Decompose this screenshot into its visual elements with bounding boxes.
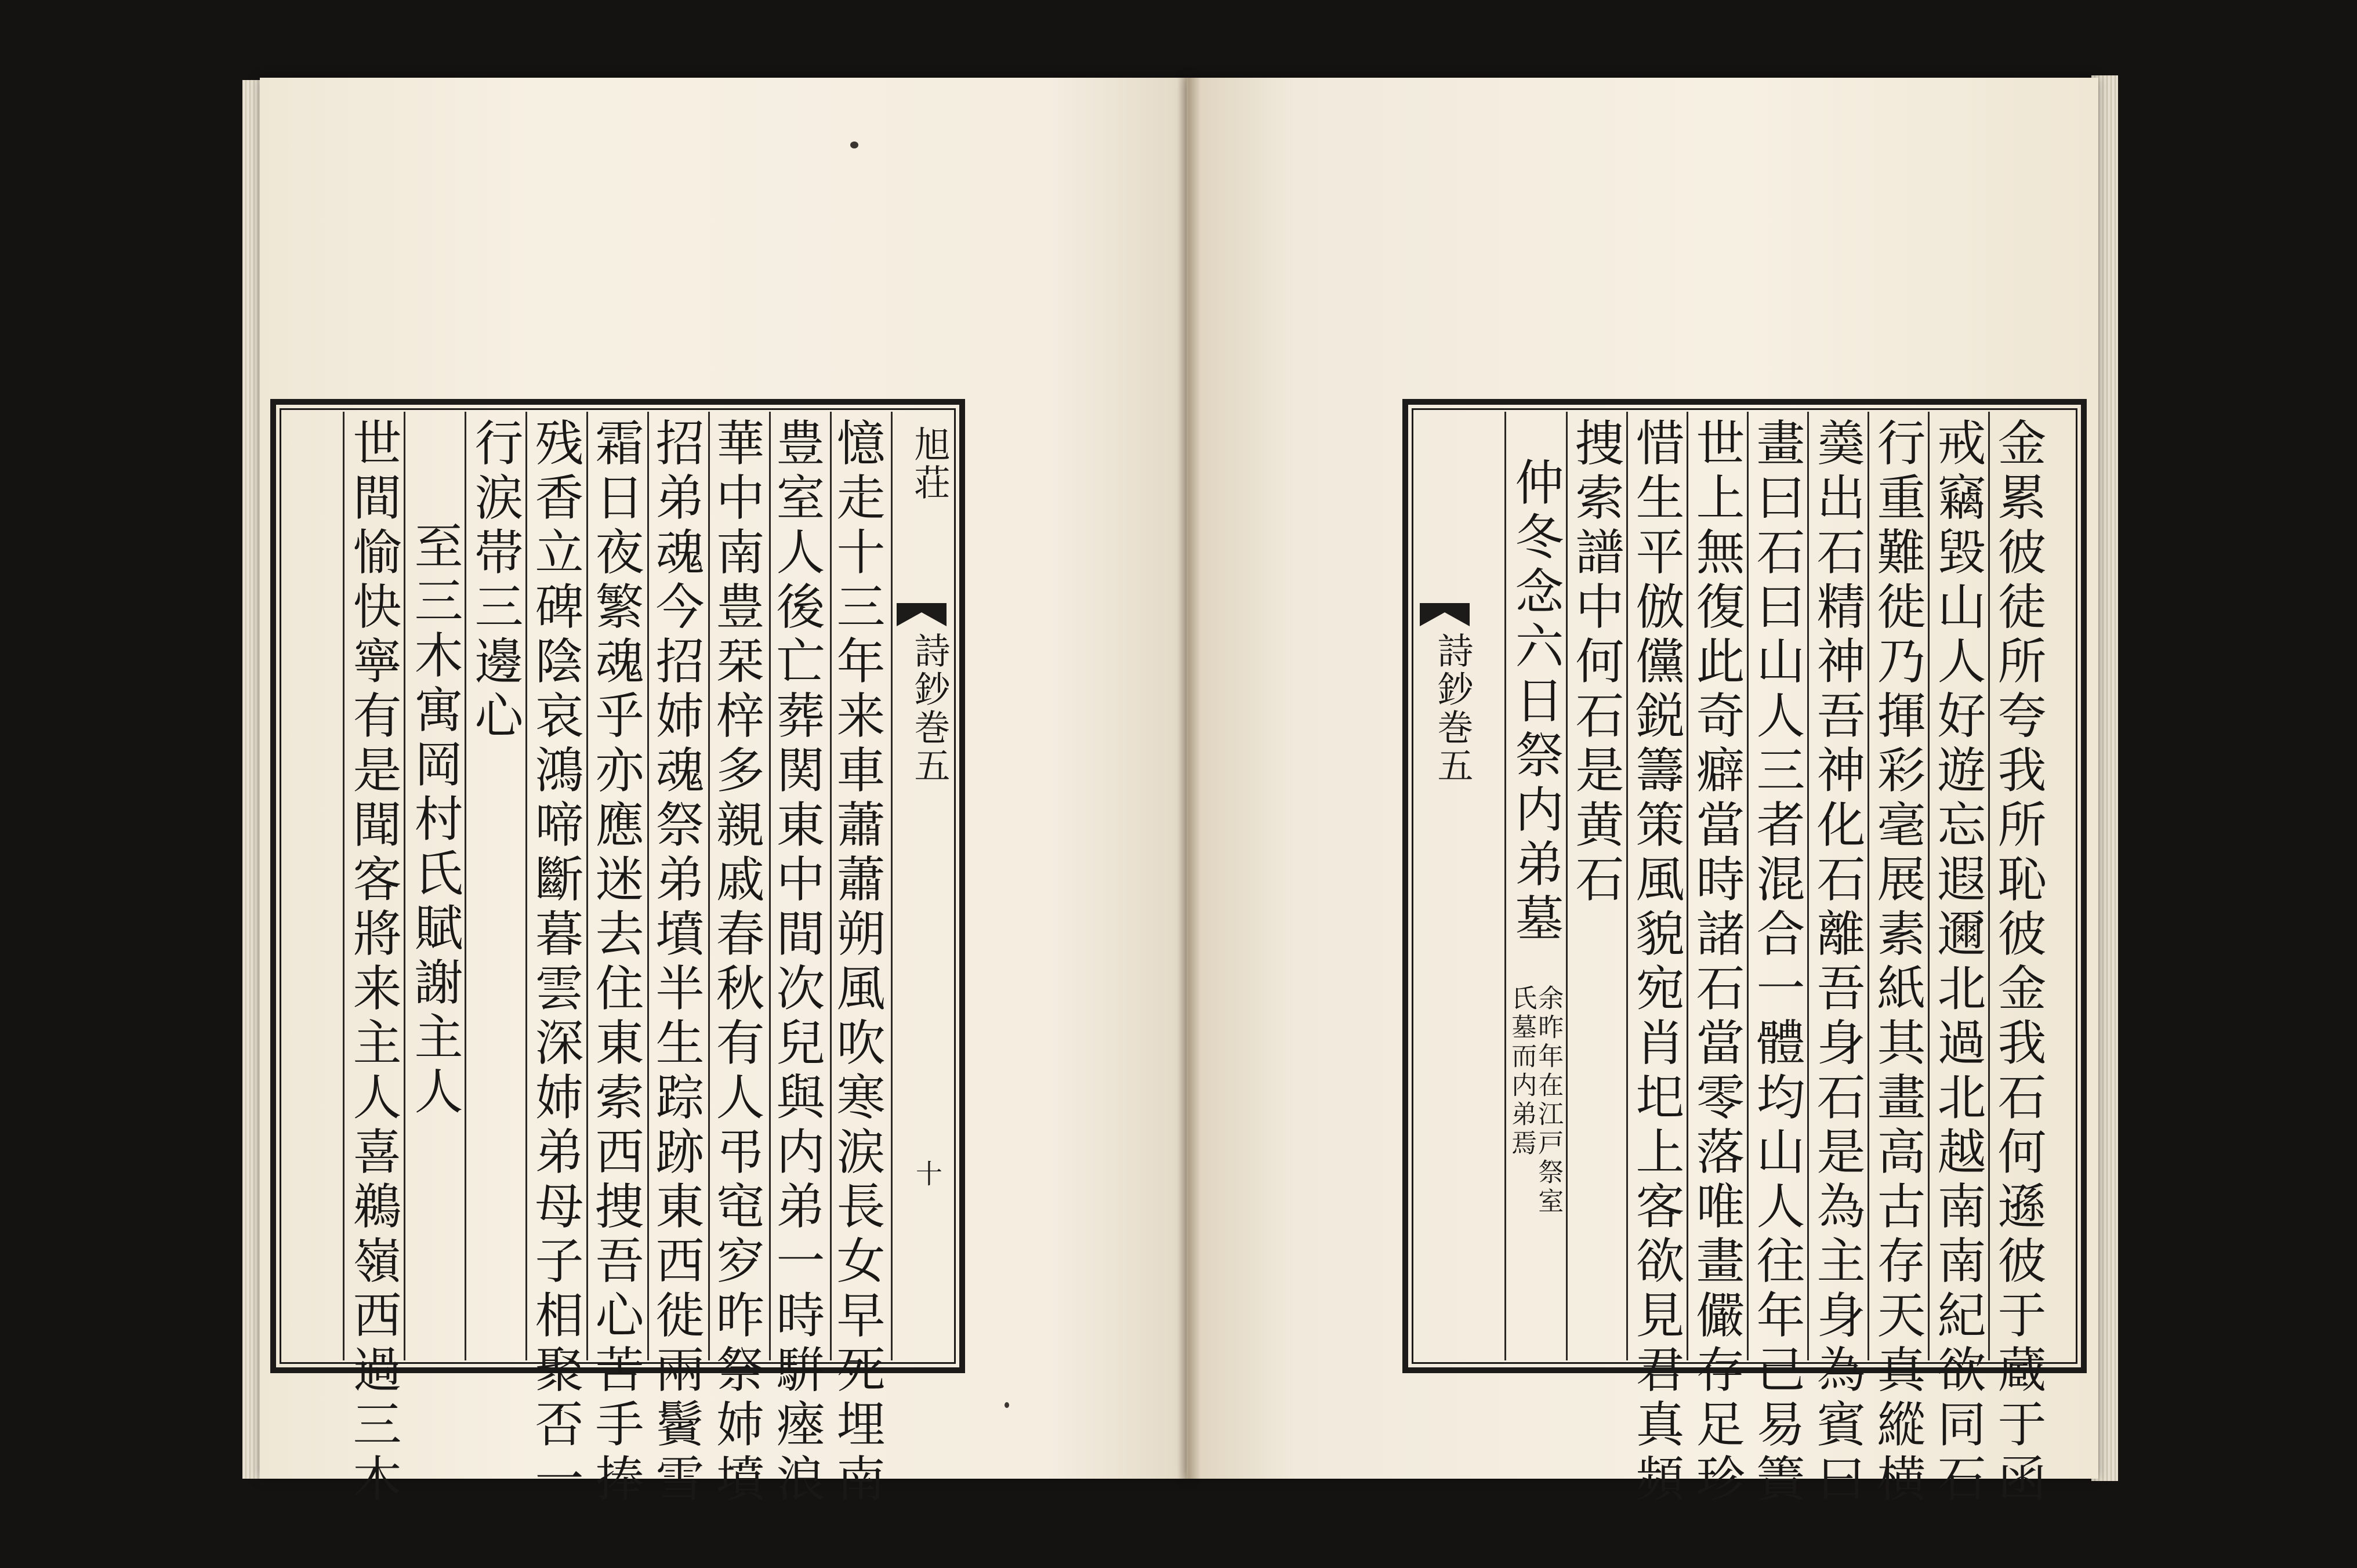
text-column-3: 行重難徙乃揮彩毫展素紙其畫高古存天真縱横 [1869, 418, 1926, 1508]
annotation-note-1: 余昨年在江戸祭室 [1533, 985, 1564, 1217]
text-column-7: 行涙帯三邊心 [467, 418, 524, 745]
text-column-2: 豊室人後亡葬関東中間次兒與内弟一時騈瘞浪 [768, 418, 825, 1508]
column-rule [465, 412, 466, 1360]
column-rule [647, 412, 649, 1360]
ink-spot [850, 141, 858, 148]
column-rule [1868, 412, 1869, 1360]
column-rule [769, 412, 771, 1360]
column-rule [1928, 412, 1930, 1360]
column-rule [1988, 412, 1990, 1360]
column-rule [343, 412, 345, 1360]
folio-number: 十 [912, 1160, 943, 1186]
left-text-block [270, 399, 965, 1508]
text-column-5: 畫曰石曰山人三者混合一體均山人往年己易簀 [1749, 418, 1805, 1508]
text-column-9: 世間愉快寧有是聞客將来主人喜鵜嶺西過三木 [345, 418, 402, 1508]
poem-title: 仲冬念六日祭内弟墓 [1507, 457, 1564, 948]
column-rule [586, 412, 588, 1360]
block-heart-left [892, 412, 952, 1360]
text-column-5: 霜日夜繁魂乎亦應迷去住東索西捜吾心苦手捧 [588, 418, 644, 1508]
text-column-1: 金累彼徒所夸我所恥彼金我石何遜彼于蔵于函 [1990, 418, 2047, 1508]
heart-volume: 詩鈔巻五 [908, 632, 951, 785]
column-rule [830, 412, 832, 1360]
column-rule [1807, 412, 1809, 1360]
annotation-note-2: 氏墓而内弟焉 [1507, 985, 1537, 1159]
text-column-2: 戒竊毀山人好遊忘遐邇北過北越南南紀欲同石 [1930, 418, 1986, 1508]
text-column-6: 残香立碑陰哀鴻啼斷暮雲深姉弟母子相聚否一 [527, 418, 584, 1508]
text-column-1: 憶走十三年来車蕭蕭朔風吹寒涙長女早死埋南 [829, 418, 886, 1508]
text-column-3: 華中南豊栞梓多親戚春秋有人弔窀穸昨祭姉墳 [708, 418, 765, 1508]
column-rule [525, 412, 527, 1360]
column-rule [1626, 412, 1628, 1360]
column-rule [1566, 412, 1568, 1360]
fishtail-mark [1420, 603, 1470, 626]
column-rule [1747, 412, 1749, 1360]
text-column-6: 世上無復此奇癖當時諸石當零落唯畫儼存足珍 [1688, 418, 1745, 1508]
text-column-4: 羮出石精神吾神化石離吾身石是為主身為賓曰 [1809, 418, 1866, 1508]
ink-spot [1005, 1402, 1009, 1408]
block-heart-right [1415, 412, 1475, 1360]
book-gutter [1177, 78, 1201, 1479]
text-column-7: 惜生平倣儻鋭籌策風貌宛肖圯上客欲見君真頻 [1628, 418, 1685, 1508]
heart-volume: 詩鈔巻五 [1431, 632, 1474, 785]
text-column-8: 捜索譜中何石是黄石 [1568, 418, 1624, 908]
column-rule [708, 412, 710, 1360]
column-rule [404, 412, 405, 1360]
fishtail-mark [897, 603, 947, 626]
column-rule [891, 412, 893, 1360]
text-column-4: 招弟魂今招姉魂祭弟墳半生踪跡東西徙兩鬢雪 [648, 418, 705, 1508]
column-rule [1687, 412, 1688, 1360]
poem-title: 至三木寓岡村氏賦謝主人 [407, 521, 463, 1120]
column-rule [1504, 412, 1506, 1360]
right-text-block [1402, 399, 2087, 1508]
heart-title: 旭荘 [908, 426, 951, 502]
